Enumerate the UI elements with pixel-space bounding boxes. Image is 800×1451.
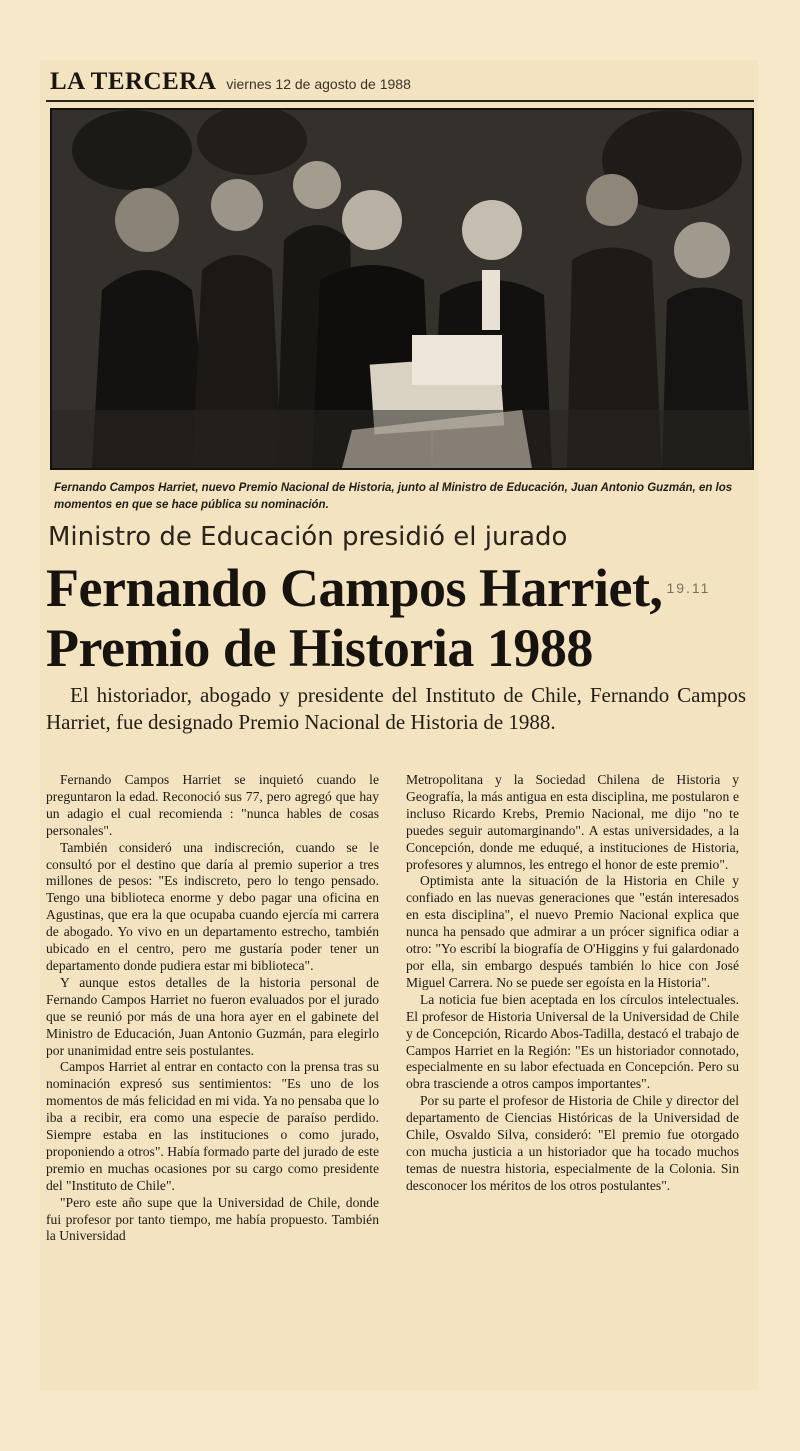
- headline-line-2: Premio de Historia 1988: [46, 618, 593, 678]
- paragraph: La noticia fue bien aceptada en los círculos intelectuales. El profesor de Historia Universal de la Universidad de Chile y de Concepción, Ricardo Abos-Tadilla, destacó el trabajo de Campos Harriet en la Región: "Es un historiador connotado, especialmente en su labor efectuada en Concepción. Pero su obra trasciende a otros campos importantes".: [406, 991, 739, 1092]
- handwritten-note: 19.11: [666, 580, 711, 596]
- article-column-right: [406, 772, 739, 1195]
- paragraph: Y aunque estos detalles de la historia personal de Fernando Campos Harriet no fueron evaluados por el jurado que se reunió por más de una hora ayer en el gabinete del Ministro de Educación, Juan Antonio Guzmán, para elegirlo por unanimidad entre seis postulantes.: [46, 974, 379, 1058]
- publication-date: viernes 12 de agosto de 1988: [226, 76, 411, 92]
- newspaper-name: LA TERCERA: [50, 68, 217, 95]
- paragraph: Optimista ante la situación de la Historia en Chile y confiado en las nuevas generaciones que "están interesados en esta disciplina", el nuevo Premio Nacional explica que nunca ha pensado que admirar a un prócer significa odiar a otro: "Yo escribí la biografía de O'Higgins y fui galardonado por ella, sin embargo después también lo hice con José Miguel Carrera. No se puede ser egoísta en la Historia".: [406, 873, 739, 990]
- photo-caption: Fernando Campos Harriet, nuevo Premio Nacional de Historia, junto al Ministro de Educación, Juan Antonio Guzmán, en los momentos en que se hace pública su nominación.: [54, 482, 733, 511]
- news-photo: [50, 108, 754, 470]
- paragraph: Campos Harriet al entrar en contacto con la prensa tras su nominación expresó sus sentimientos: "Es uno de los momentos de más felicidad en mi vida. Ya no pensaba que lo iba a recibir, era como una especie de paraíso perdido. Siempre estaba en las instituciones o como jurado, proponiendo a otros". Había formado parte del jurado de este premio en muchas ocasiones por su cargo como presidente del "Instituto de Chile".: [46, 1059, 379, 1193]
- headline: [46, 558, 754, 678]
- paragraph: Por su parte el profesor de Historia de Chile y director del departamento de Ciencias Históricas de la Universidad de Chile, Osvaldo Silva, consideró: "El premio fue otorgado con mucha justicia a un historiador que ha tocado muchos temas de nuestra historia, especialmente de la Colonia. Sin desconocer los méritos de los otros postulantes".: [406, 1093, 739, 1193]
- kicker: Ministro de Educación presidió el jurado: [48, 522, 568, 552]
- photo-illustration: [52, 110, 752, 468]
- newspaper-clipping: [40, 60, 758, 1390]
- masthead: [50, 68, 411, 96]
- paragraph: Metropolitana y la Sociedad Chilena de Historia y Geografía, la más antigua en esta disciplina, me postularon e incluso Ricardo Krebs, Premio Nacional, me dijo "no te puedes seguir automarginando". A estas universidades, a la Concepción, donde me eduqué, a instituciones de Historia, profesores y alumnos, les entrego el honor de este premio".: [406, 772, 739, 872]
- paragraph: Fernando Campos Harriet se inquietó cuando le preguntaron la edad. Reconoció sus 77, pero agregó que hay un adagio el cual recomienda : "nunca hables de cosas personales".: [46, 772, 379, 838]
- masthead-rule: [46, 100, 754, 102]
- paragraph: "Pero este año supe que la Universidad de Chile, donde fui profesor por tanto tiempo, me había propuesto. También la Universidad: [46, 1194, 379, 1244]
- headline-line-1: Fernando Campos Harriet,: [46, 558, 663, 618]
- lede-paragraph: El historiador, abogado y presidente del Instituto de Chile, Fernando Campos Harriet, fue designado Premio Nacional de Historia de 1988.: [46, 683, 746, 734]
- paragraph: También consideró una indiscreción, cuando se le consultó por el destino que daría al premio superior a tres millones de pesos: "Es indiscreto, pero lo tengo pensado. Tengo una biblioteca enorme y debo pagar una oficina en Agustinas, que era la que ocupaba cuando ejercía mi carrera de abogado. Yo vivo en un departamento estrecho, también ubicado en el centro, pero me gustaría poder tener un departamento donde pudiera estar mi biblioteca".: [46, 839, 379, 973]
- article-column-left: [46, 772, 379, 1245]
